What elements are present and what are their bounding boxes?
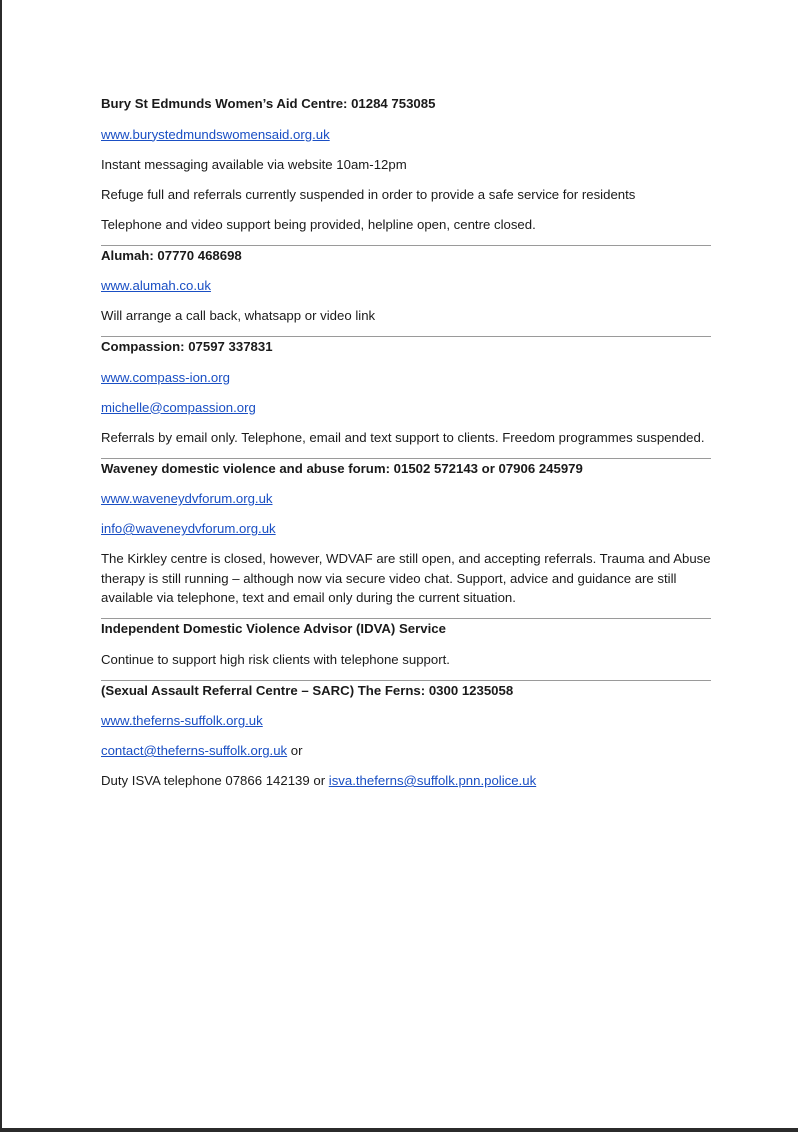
website-link[interactable]: www.burystedmundswomensaid.org.uk <box>101 126 330 142</box>
section-waveney <box>101 459 711 608</box>
section-compassion <box>101 337 711 447</box>
email-link[interactable]: contact@theferns-suffolk.org.uk <box>101 743 288 758</box>
info-line: Will arrange a call back, whatsapp or video link <box>101 308 376 323</box>
info-line: Instant messaging available via website 10am-12pm <box>101 156 407 172</box>
info-line: Telephone and video support being provided, helpline open, centre closed. <box>101 216 536 232</box>
website-link[interactable]: www.alumah.co.uk <box>101 278 211 293</box>
document-page <box>2 0 798 1128</box>
isva-line <box>101 771 711 791</box>
email-line <box>101 741 711 761</box>
info-line: Refuge full and referrals currently suspended in order to provide a safe service for residents <box>101 186 636 202</box>
bottom-edge <box>0 1128 798 1132</box>
info-line: The Kirkley centre is closed, however, WDVAF are still open, and accepting referrals. Trauma and Abuse therapy is still running – although now via secure video chat. Support, advice and guidance are still available via telephone, text and email only during the current situation. <box>101 551 711 605</box>
section-title: Compassion: 07597 337831 <box>101 339 273 354</box>
section-title: Independent Domestic Violence Advisor (IDVA) Service <box>101 621 446 636</box>
email-suffix: or <box>287 743 303 758</box>
section-title: (Sexual Assault Referral Centre – SARC) The Ferns: 0300 1235058 <box>101 682 514 698</box>
email-link[interactable]: michelle@compassion.org <box>101 399 256 415</box>
website-link[interactable]: www.waveneydvforum.org.uk <box>101 491 273 506</box>
isva-email-link[interactable]: isva.theferns@suffolk.pnn.police.uk <box>328 773 537 788</box>
section-alumah <box>101 246 711 326</box>
section-title: Waveney domestic violence and abuse forum: 01502 572143 or 07906 245979 <box>101 460 583 476</box>
section-bury-st-edmunds <box>101 94 711 234</box>
website-link[interactable]: www.compass-ion.org <box>101 369 230 385</box>
info-line: Continue to support high risk clients with telephone support. <box>101 651 450 667</box>
website-link[interactable]: www.theferns-suffolk.org.uk <box>101 713 263 728</box>
section-idva <box>101 619 711 669</box>
section-title: Bury St Edmunds Women’s Aid Centre: 01284 753085 <box>101 96 436 111</box>
isva-prefix: Duty ISVA telephone 07866 142139 or <box>101 773 329 788</box>
email-link[interactable]: info@waveneydvforum.org.uk <box>101 521 276 536</box>
section-the-ferns <box>101 681 711 791</box>
info-line: Referrals by email only. Telephone, email and text support to clients. Freedom programmes suspended. <box>101 429 705 445</box>
section-title: Alumah: 07770 468698 <box>101 247 242 263</box>
document-content <box>101 94 711 801</box>
